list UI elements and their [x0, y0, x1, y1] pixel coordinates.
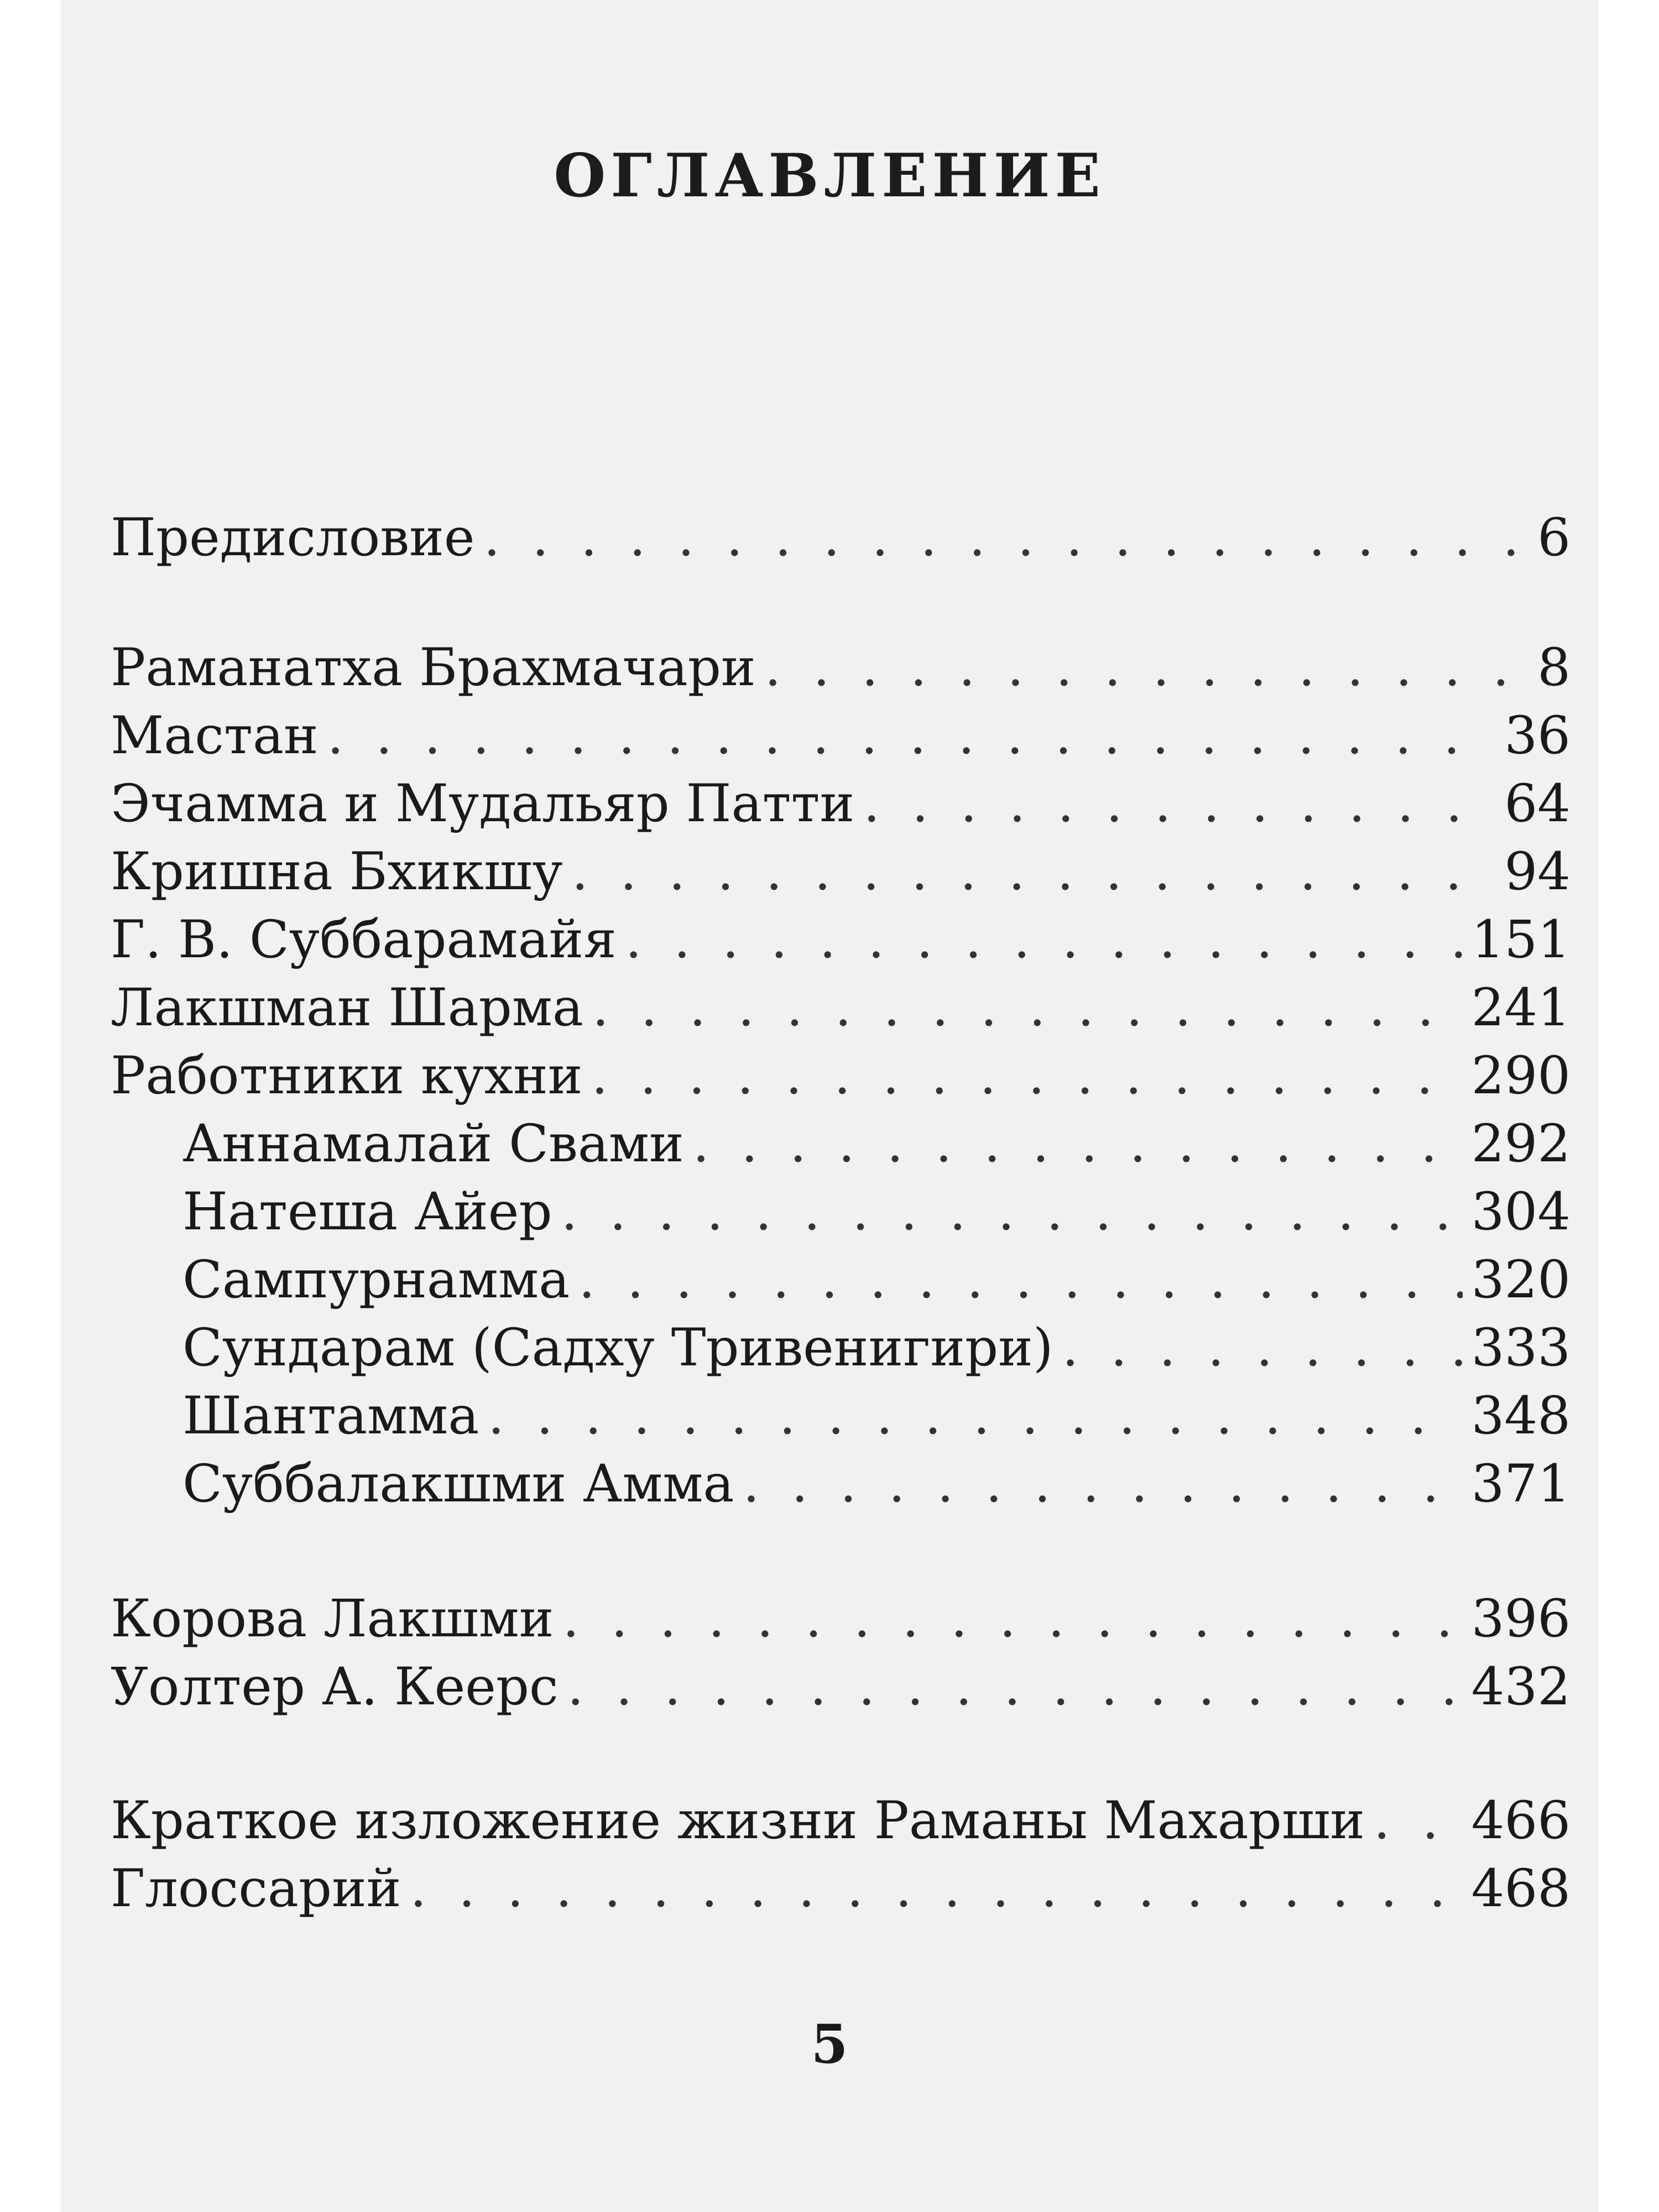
dot-leader — [488, 1390, 1462, 1442]
toc-entry-title: Уолтер А. Кеерс — [111, 1657, 559, 1717]
dot-leader — [327, 710, 1496, 762]
toc-entry-title: Глоссарий — [111, 1859, 401, 1919]
dot-leader — [765, 642, 1529, 694]
dot-leader — [562, 1593, 1462, 1645]
toc-entry-page: 348 — [1471, 1386, 1571, 1446]
toc-entry-title: Раманатха Брахмачари — [111, 638, 756, 698]
toc-entry-title: Кришна Бхикшу — [111, 842, 563, 902]
toc-entry-title: Мастан — [111, 706, 319, 766]
toc-entry-page: 151 — [1471, 910, 1571, 970]
dot-leader — [1062, 1322, 1463, 1374]
toc-entry-page: 64 — [1504, 774, 1571, 834]
toc-entry — [111, 1647, 1571, 1717]
toc-entry-title: Г. В. Суббарамайя — [111, 910, 617, 970]
page-content — [61, 0, 1598, 2212]
toc-entry-page: 94 — [1504, 842, 1571, 902]
toc-entry-title: Аннамалай Свами — [182, 1114, 684, 1174]
toc-entry-page: 320 — [1471, 1250, 1571, 1310]
dot-leader — [567, 1661, 1463, 1713]
toc-entry — [111, 1036, 1571, 1106]
toc-entry — [111, 764, 1571, 834]
toc-entry-title: Эчамма и Мудальяр Патти — [111, 774, 855, 834]
toc-entry-page: 36 — [1504, 706, 1571, 766]
toc-entry-page: 396 — [1471, 1589, 1571, 1649]
toc-entry — [111, 1849, 1571, 1919]
toc-entry — [111, 1579, 1571, 1649]
dot-leader — [410, 1863, 1462, 1915]
toc-subentry — [182, 1308, 1571, 1378]
toc-subentry — [182, 1376, 1571, 1446]
toc-entry-page: 466 — [1471, 1791, 1571, 1851]
toc-subentry — [182, 1172, 1571, 1242]
toc-entry-page: 292 — [1471, 1114, 1571, 1174]
toc-entry — [111, 628, 1571, 698]
dot-leader — [483, 512, 1528, 564]
toc-entry-page: 6 — [1537, 508, 1571, 568]
toc-entry-title: Лакшман Шарма — [111, 978, 583, 1038]
toc-entry-title: Сампурнамма — [182, 1250, 570, 1310]
toc-entry-title: Суббалакшми Амма — [182, 1454, 734, 1514]
toc-entry-page: 304 — [1471, 1182, 1571, 1242]
toc-entry-page: 468 — [1471, 1859, 1571, 1919]
dot-leader — [591, 1050, 1462, 1102]
toc-subentry — [182, 1104, 1571, 1174]
toc-subentry — [182, 1240, 1571, 1310]
toc-entry-page: 8 — [1537, 638, 1571, 698]
dot-leader — [743, 1458, 1462, 1510]
toc-entry-title: Сундарам (Садху Тривенигири) — [182, 1318, 1053, 1378]
page-title: ОГЛАВЛЕНИЕ — [554, 141, 1105, 211]
toc-entry — [111, 832, 1571, 902]
dot-leader — [592, 982, 1463, 1034]
toc-entry-page: 333 — [1471, 1318, 1571, 1378]
toc-entry — [111, 696, 1571, 766]
dot-leader — [572, 846, 1496, 898]
toc-entry-title: Работники кухни — [111, 1046, 583, 1106]
toc-entry-page: 371 — [1471, 1454, 1571, 1514]
dot-leader — [625, 914, 1463, 966]
toc-entry — [111, 900, 1571, 970]
toc-entry — [111, 968, 1571, 1038]
toc-entry-title: Шантамма — [182, 1386, 479, 1446]
toc-entry-page: 241 — [1471, 978, 1571, 1038]
dot-leader — [863, 778, 1495, 830]
toc-subentry — [182, 1444, 1571, 1514]
dot-leader — [693, 1118, 1463, 1170]
page-number: 5 — [811, 2013, 848, 2075]
toc-entry-page: 432 — [1471, 1657, 1571, 1717]
toc-entry-title: Предисловие — [111, 508, 475, 568]
toc-entry-title: Краткое изложение жизни Раманы Махарши — [111, 1791, 1365, 1851]
toc-entry-page: 290 — [1471, 1046, 1571, 1106]
toc-entry — [111, 1781, 1571, 1851]
toc-entry — [111, 498, 1571, 568]
toc-entry-title: Натеша Айер — [182, 1182, 552, 1242]
dot-leader — [578, 1254, 1462, 1306]
toc-entry-title: Корова Лакшми — [111, 1589, 554, 1649]
dot-leader — [561, 1186, 1463, 1238]
dot-leader — [1374, 1795, 1463, 1847]
